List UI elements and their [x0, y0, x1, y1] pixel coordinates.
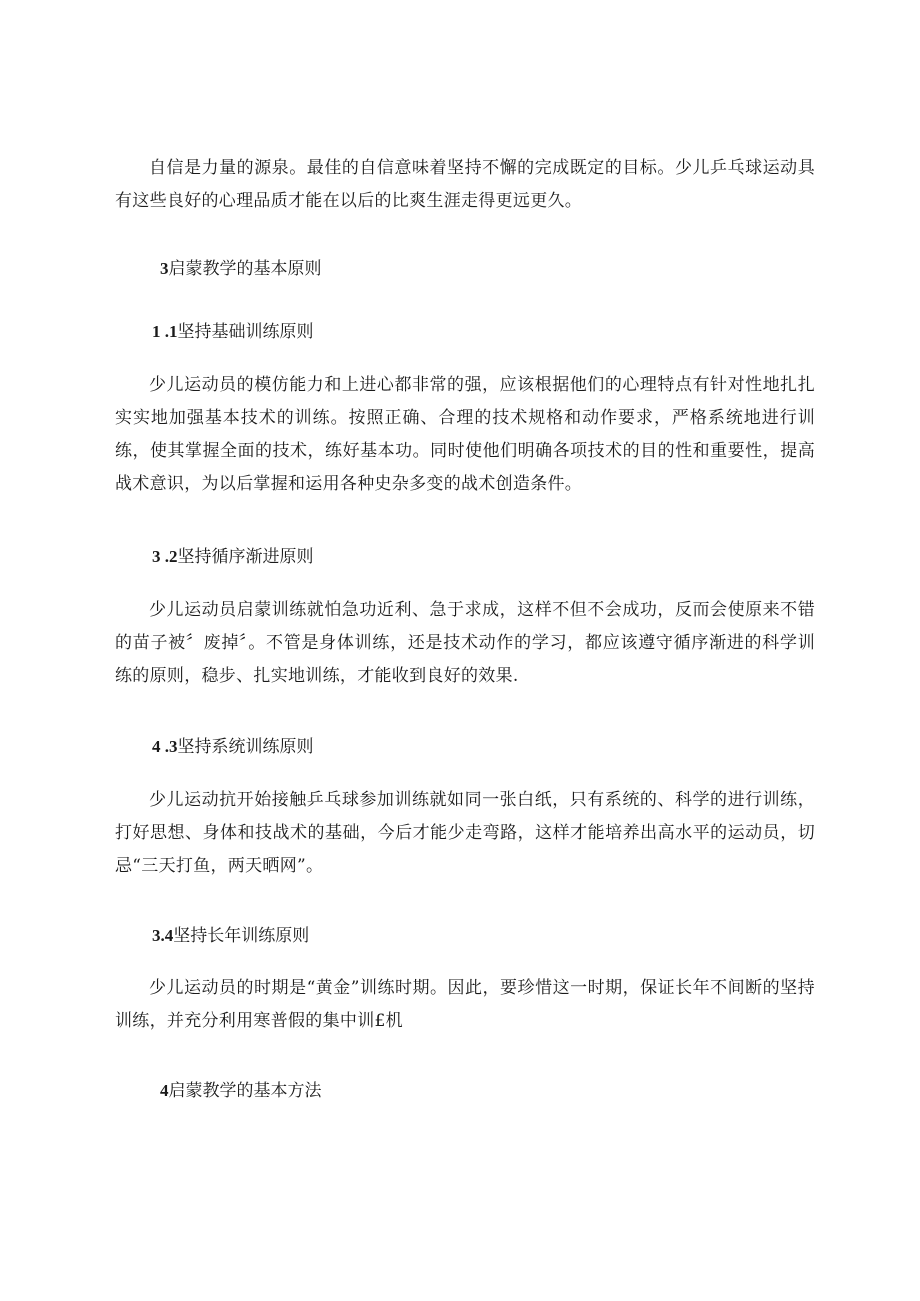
subsection-3-2-title: 坚持循序渐进原则 — [177, 547, 314, 567]
subsection-3-1-body: 少儿运动员的模仿能力和上进心都非常的强，应该根据他们的心理特点有针对性地扎扎实实地加强基本技术的训练。按照正确、合理的技术规格和动作要求，严格系统地进行训练，使其掌握全面的技术，练好基本功。同时使他们明确各项技术的目的性和重要性，提高战术意识，为以后掌握和运用各种史杂多变的战术创造条件。 — [115, 375, 815, 494]
subsection-3-2-number: 3 .2 — [152, 547, 178, 566]
subsection-3-4-title: 坚持长年训练原则 — [173, 926, 310, 946]
subsection-3-4-body: 少儿运动员的时期是“黄金”训练时期。因此，要珍惜这一时期，保证长年不间断的坚持训练，并充分利用寒普假的集中训£机 — [115, 978, 815, 1031]
subsection-3-1-heading — [152, 320, 314, 344]
intro-paragraph: 自信是力量的源泉。最佳的自信意味着坚持不懈的完成既定的目标。少儿乒乓球运动具有这些良好的心理品质才能在以后的比爽生涯走得更远更久。 — [115, 158, 815, 211]
subsection-3-4-heading — [152, 924, 309, 948]
section-4-heading — [160, 1079, 322, 1103]
subsection-3-3-number: 4 .3 — [152, 737, 178, 756]
subsection-3-2-heading — [152, 545, 314, 569]
subsection-3-3-heading — [152, 735, 314, 759]
subsection-3-2-body: 少儿运动员启蒙训练就怕急功近利、急于求成，这样不但不会成功，反而会使原来不错的苗子被〞废掉〞。不管是身体训练，还是技术动作的学习，都应该遵守循序渐进的科学训练的原则，稳步、扎实地训练，才能收到良好的效果. — [115, 600, 815, 686]
subsection-3-3-body: 少儿运动抗开始接触乒乓球参加训练就如同一张白纸，只有系统的、科学的进行训练，打好思想、身体和技战术的基础，今后才能少走弯路，这样才能培养出高水平的运动员，切忌“三天打鱼，两天晒网”。 — [115, 790, 815, 876]
section-4-number: 4 — [160, 1081, 169, 1100]
subsection-3-1-number: 1 .1 — [152, 322, 178, 341]
subsection-3-3-title: 坚持系统训练原则 — [177, 737, 314, 757]
section-3-heading — [160, 257, 322, 281]
section-3-title: 启蒙教学的基本原则 — [168, 259, 322, 279]
section-3-number: 3 — [160, 259, 169, 278]
subsection-3-1-title: 坚持基础训练原则 — [177, 322, 314, 342]
subsection-3-4-number: 3.4 — [152, 926, 174, 945]
section-4-title: 启蒙教学的基本方法 — [168, 1081, 322, 1101]
